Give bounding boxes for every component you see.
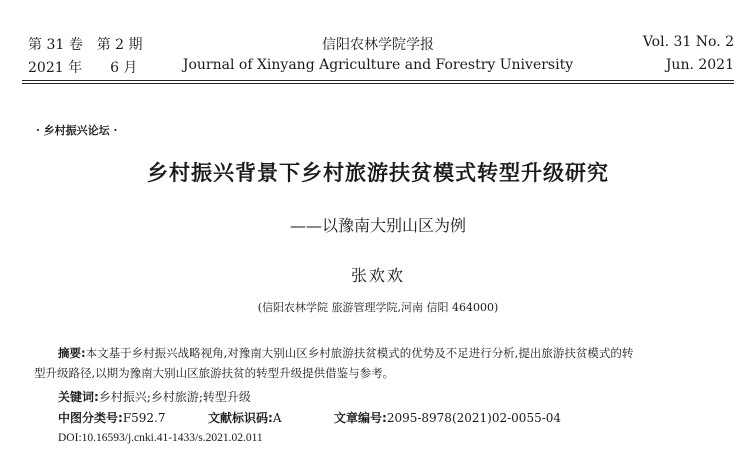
article-number-value: 2095-8978(2021)02-0055-04	[386, 411, 562, 425]
journal-title-en: Journal of Xinyang Agriculture and Forestry University	[182, 57, 574, 73]
volume-issue: 第 31 卷 第 2 期	[28, 37, 143, 53]
header-rule-bottom	[22, 83, 734, 84]
article-number-label: 文章编号:	[334, 411, 387, 425]
document-code-value: A	[272, 411, 282, 425]
header-rule-top	[22, 80, 734, 81]
classification	[58, 409, 166, 426]
abstract-line-2: 型升级路径,以期为豫南大别山区旅游扶贫的转型升级提供借鉴与参考。	[34, 366, 395, 380]
keywords-value: 乡村振兴;乡村旅游;转型升级	[98, 390, 251, 404]
article-subtitle: ——以豫南大别山区为例	[289, 216, 466, 235]
keywords-label: 关键词:	[58, 390, 99, 404]
classification-value: F592.7	[122, 411, 166, 425]
doi: DOI:10.16593/j.cnki.41-1433/s.2021.02.011	[58, 432, 263, 444]
document-code-label: 文献标识码:	[208, 411, 273, 425]
document-code	[208, 409, 281, 426]
author: 张欢欢	[350, 266, 405, 285]
volume-number-en: Vol. 31 No. 2	[642, 34, 734, 50]
date-en: Jun. 2021	[665, 57, 734, 73]
article-number	[334, 409, 561, 426]
journal-title-cn: 信阳农林学院学报	[322, 37, 434, 53]
year-month: 2021 年 6 月	[28, 60, 138, 76]
column-label: · 乡村振兴论坛 ·	[36, 124, 118, 137]
abstract	[34, 343, 730, 383]
abstract-label: 摘要:	[58, 346, 86, 360]
classification-label: 中图分类号:	[58, 411, 123, 425]
article-title: 乡村振兴背景下乡村旅游扶贫模式转型升级研究	[147, 160, 609, 185]
affiliation: (信阳农林学院 旅游管理学院,河南 信阳 464000)	[257, 301, 499, 314]
keywords	[58, 388, 251, 405]
abstract-line-1: 本文基于乡村振兴战略视角,对豫南大别山区乡村旅游扶贫模式的优势及不足进行分析,提出旅游扶贫模式的转	[85, 346, 634, 360]
